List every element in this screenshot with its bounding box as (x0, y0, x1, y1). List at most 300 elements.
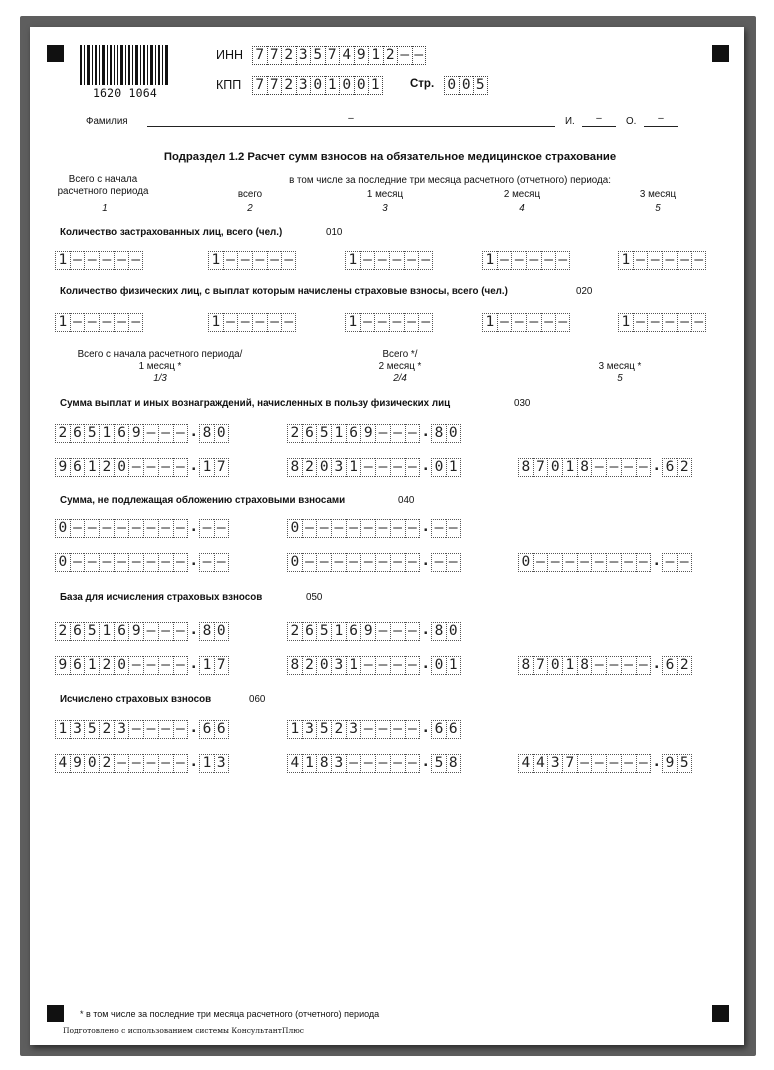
row060-month-col-2-int-cell: 4 (287, 754, 302, 773)
row040-month-col-2-int-cell: – (302, 553, 317, 572)
row020-digit-cell: 1 (482, 313, 497, 332)
row060-period-col-2-decimal (431, 720, 460, 739)
row030-period-col-2-int-cell: – (375, 424, 390, 443)
row020-digit-cell: 1 (618, 313, 633, 332)
page-cell: 5 (473, 76, 488, 95)
row060-period-col-1-int-cell: 3 (70, 720, 85, 739)
inn-cell: 2 (383, 46, 398, 65)
initial-o-value: – (658, 113, 664, 124)
row060-month-col-1-decimal-point: . (187, 754, 199, 773)
row060-month-col-3-int-cell: – (577, 754, 592, 773)
row050-month-col-1-int-cell: 0 (114, 656, 129, 675)
row060-month-col-1-int-cell: 2 (99, 754, 114, 773)
row050-period-col-1-int-cell: 5 (84, 622, 99, 641)
row060-period-col-1-int-cell: 1 (55, 720, 70, 739)
row030-month-col-1-dec-cell: 1 (199, 458, 214, 477)
initial-i-line (582, 113, 616, 127)
inn-cell: 2 (281, 46, 296, 65)
row060-month-col-3-dec-cell: 9 (662, 754, 677, 773)
row-030-code: 030 (514, 398, 531, 409)
row010-digit-cell: – (541, 251, 556, 270)
inn-cell: 7 (267, 46, 282, 65)
row050-period-col-1-int-cell: – (173, 622, 188, 641)
row020-digit-cell: – (555, 313, 570, 332)
col2-month2-header: 2 месяц * (378, 361, 422, 372)
row060-month-col-2-int-cell: 3 (331, 754, 346, 773)
row030-month-col-2-dec-cell: 0 (431, 458, 446, 477)
row040-period-col-2-int-cell: – (346, 519, 361, 538)
row060-month-col-3-int-cell: – (621, 754, 636, 773)
row010-digit-cell: – (511, 251, 526, 270)
row060-month-col-1-dec-cell: 3 (214, 754, 229, 773)
row030-period-col-2-int-cell: 5 (316, 424, 331, 443)
row010-digit-cell: – (128, 251, 143, 270)
row050-month-col-2-int-cell: – (405, 656, 420, 675)
row030-month-col-1-int-cell: 0 (114, 458, 129, 477)
row060-month-col-1-int-cell: – (158, 754, 173, 773)
row030-period-col-1-int-cell: – (143, 424, 158, 443)
inn-field (252, 46, 426, 65)
row040-period-col-2[interactable] (287, 519, 461, 538)
row030-month-col-3-dec-cell: 2 (677, 458, 692, 477)
row-060-code: 060 (249, 694, 266, 705)
row040-month-col-1-int-cell: 0 (55, 553, 70, 572)
row-020-label: Количество физических лиц, с выплат которым начислены страховые взносы, всего (чел.) (60, 286, 508, 297)
row030-period-col-2-decimal (431, 424, 460, 443)
row010-digit-cell: – (555, 251, 570, 270)
row020-digit-cell: – (252, 313, 267, 332)
row020-digit-cell: – (497, 313, 512, 332)
row030-month-col-3-int-cell: – (621, 458, 636, 477)
row040-period-col-1-int-cell: – (70, 519, 85, 538)
col-total-header: всего (237, 189, 263, 200)
row030-month-col-2-int-cell: – (360, 458, 375, 477)
col2-number-24: 2/4 (393, 373, 407, 384)
row040-period-col-2-int-cell: – (360, 519, 375, 538)
row010-value-col-1[interactable] (55, 251, 143, 270)
initial-i-value: – (596, 113, 602, 124)
row060-month-col-3[interactable] (518, 754, 692, 773)
row030-period-col-2-int-cell: 9 (360, 424, 375, 443)
row010-digit-cell: – (662, 251, 677, 270)
row060-month-col-2-int-cell: – (390, 754, 405, 773)
kpp-cell: 1 (368, 76, 383, 95)
row010-value-col-2[interactable] (208, 251, 296, 270)
row020-value-col-3[interactable] (345, 313, 433, 332)
row030-month-col-3-int-cell: 8 (518, 458, 533, 477)
row040-month-col-1-int-cell: – (173, 553, 188, 572)
row060-month-col-3-dec-cell: 5 (677, 754, 692, 773)
initial-o-line (644, 113, 678, 127)
row030-month-col-3[interactable] (518, 458, 692, 477)
row020-digit-cell: – (677, 313, 692, 332)
row060-period-col-2-int-cell: – (375, 720, 390, 739)
row050-period-col-1-int-cell: 6 (70, 622, 85, 641)
row030-period-col-2-int-cell: 2 (287, 424, 302, 443)
kpp-cell: 7 (252, 76, 267, 95)
row060-month-col-1-int-cell: 0 (84, 754, 99, 773)
row060-month-col-3-decimal (662, 754, 691, 773)
row030-month-col-2-int-cell: – (390, 458, 405, 477)
row060-month-col-1-int-cell: 9 (70, 754, 85, 773)
row060-period-col-2-dec-cell: 6 (431, 720, 446, 739)
row020-digit-cell: – (84, 313, 99, 332)
row030-month-col-1-int-cell: 6 (70, 458, 85, 477)
row030-period-col-2-int-cell: – (390, 424, 405, 443)
inn-cell: 1 (368, 46, 383, 65)
row040-month-col-1-int-cell: – (158, 553, 173, 572)
row030-period-col-2-dec-cell: 8 (431, 424, 446, 443)
row050-month-col-3-int-cell: 0 (547, 656, 562, 675)
row060-month-col-3-decimal-point: . (650, 754, 662, 773)
kpp-cell: 7 (267, 76, 282, 95)
col2-number-13: 1/3 (153, 373, 167, 384)
col-month3-header: 3 месяц (639, 189, 677, 200)
row030-month-col-3-decimal-point: . (650, 458, 662, 477)
row030-month-col-1[interactable] (55, 458, 229, 477)
row030-month-col-1-int-cell: 1 (84, 458, 99, 477)
row030-period-col-2-dec-cell: 0 (446, 424, 461, 443)
row020-digit-cell: – (99, 313, 114, 332)
row040-period-col-1-int-cell: – (143, 519, 158, 538)
page-cell: 0 (459, 76, 474, 95)
row030-month-col-1-dec-cell: 7 (214, 458, 229, 477)
inn-cell: 3 (296, 46, 311, 65)
row-010-code: 010 (326, 227, 343, 238)
row030-month-col-2-int-cell: 8 (287, 458, 302, 477)
col2-month1-header: 1 месяц * (138, 361, 182, 372)
row060-period-col-2[interactable] (287, 720, 461, 739)
row050-period-col-1-decimal-point: . (187, 622, 199, 641)
row040-period-col-1-decimal-point: . (187, 519, 199, 538)
row040-period-col-2-int-cell: – (302, 519, 317, 538)
row020-digit-cell: – (691, 313, 706, 332)
row040-month-col-1[interactable] (55, 553, 229, 572)
row050-month-col-2-decimal-point: . (419, 656, 431, 675)
row050-month-col-2-decimal (431, 656, 460, 675)
col-number-2: 2 (247, 203, 253, 214)
row020-digit-cell: – (374, 313, 389, 332)
row-040-code: 040 (398, 495, 415, 506)
kpp-cell: 3 (296, 76, 311, 95)
row040-month-col-3-int-cell: – (562, 553, 577, 572)
barcode-number: 1620 1064 (92, 86, 158, 100)
row060-period-col-2-int-cell: – (390, 720, 405, 739)
row040-month-col-2-decimal (431, 553, 460, 572)
row020-digit-cell: 1 (55, 313, 70, 332)
row050-period-col-2-int-cell: 5 (316, 622, 331, 641)
row060-period-col-1-decimal (199, 720, 228, 739)
inn-label: ИНН (216, 48, 244, 62)
row030-month-col-2-int-cell: 1 (346, 458, 361, 477)
row040-month-col-3-int-cell: – (577, 553, 592, 572)
row020-digit-cell: – (223, 313, 238, 332)
row060-period-col-1-int-cell: – (128, 720, 143, 739)
row060-period-col-2-int-cell: – (405, 720, 420, 739)
row010-digit-cell: – (360, 251, 375, 270)
row060-month-col-2-int-cell: – (375, 754, 390, 773)
row030-month-col-1-int-cell: – (158, 458, 173, 477)
row030-month-col-3-int-cell: – (636, 458, 651, 477)
row050-month-col-1[interactable] (55, 656, 229, 675)
row030-month-col-2-int-cell: 2 (302, 458, 317, 477)
kpp-cell: 2 (281, 76, 296, 95)
col2-total-period-header: Всего с начала расчетного периода/ (77, 349, 243, 360)
row060-period-col-2-int-cell: 3 (302, 720, 317, 739)
inn-cell: 7 (325, 46, 340, 65)
row050-month-col-2[interactable] (287, 656, 461, 675)
row010-digit-cell: – (267, 251, 282, 270)
row030-month-col-1-int-cell: – (143, 458, 158, 477)
surname-value: – (348, 113, 354, 124)
row060-month-col-2[interactable] (287, 754, 461, 773)
row060-month-col-2-dec-cell: 5 (431, 754, 446, 773)
row040-period-col-2-int-cell: 0 (287, 519, 302, 538)
row040-month-col-1-dec-cell: – (214, 553, 229, 572)
row050-month-col-3-int-cell: 8 (518, 656, 533, 675)
row040-period-col-1-int-cell: – (99, 519, 114, 538)
row060-month-col-2-dec-cell: 8 (446, 754, 461, 773)
row020-digit-cell: – (511, 313, 526, 332)
row050-month-col-3-int-cell: 1 (562, 656, 577, 675)
row040-month-col-2[interactable] (287, 553, 461, 572)
col2-number-5: 5 (617, 373, 623, 384)
inn-cell: 4 (339, 46, 354, 65)
row050-period-col-2-decimal (431, 622, 460, 641)
row060-month-col-2-int-cell: – (346, 754, 361, 773)
row050-month-col-2-int-cell: 0 (316, 656, 331, 675)
row040-month-col-3-int-cell: 0 (518, 553, 533, 572)
row030-month-col-1-int-cell: 9 (55, 458, 70, 477)
row010-digit-cell: – (374, 251, 389, 270)
row060-month-col-2-int-cell: 1 (302, 754, 317, 773)
row050-month-col-2-int-cell: 2 (302, 656, 317, 675)
row040-month-col-3-int-cell: – (621, 553, 636, 572)
row010-value-col-5[interactable] (618, 251, 706, 270)
row-020-code: 020 (576, 286, 593, 297)
row020-digit-cell: – (404, 313, 419, 332)
row030-month-col-1-int-cell: – (173, 458, 188, 477)
row060-period-col-2-int-cell: – (360, 720, 375, 739)
row060-period-col-1[interactable] (55, 720, 229, 739)
row030-month-col-1-decimal (199, 458, 228, 477)
row060-month-col-1-decimal (199, 754, 228, 773)
row030-period-col-2-decimal-point: . (419, 424, 431, 443)
row040-period-col-1-int-cell: – (173, 519, 188, 538)
row040-period-col-2-dec-cell: – (446, 519, 461, 538)
row030-month-col-3-int-cell: 7 (533, 458, 548, 477)
corner-marker-bottom-right (712, 1005, 729, 1022)
row030-period-col-2-int-cell: 6 (346, 424, 361, 443)
row040-month-col-2-int-cell: – (331, 553, 346, 572)
col2-month3-header: 3 месяц * (598, 361, 642, 372)
row020-digit-cell: 1 (345, 313, 360, 332)
row030-period-col-1-int-cell: 9 (128, 424, 143, 443)
col-month2-header: 2 месяц (503, 189, 541, 200)
row020-digit-cell: – (647, 313, 662, 332)
row030-period-col-2-int-cell: 6 (302, 424, 317, 443)
row040-month-col-2-int-cell: – (375, 553, 390, 572)
row040-period-col-2-decimal-point: . (419, 519, 431, 538)
row030-period-col-1-int-cell: 5 (84, 424, 99, 443)
row060-month-col-1[interactable] (55, 754, 229, 773)
row020-digit-cell: – (360, 313, 375, 332)
row020-value-col-4[interactable] (482, 313, 570, 332)
row020-value-col-5[interactable] (618, 313, 706, 332)
row-030-label: Сумма выплат и иных вознаграждений, начисленных в пользу физических лиц (60, 398, 451, 409)
kpp-cell: 0 (354, 76, 369, 95)
row-060-label: Исчислено страховых взносов (60, 694, 212, 705)
row020-digit-cell: – (237, 313, 252, 332)
row040-month-col-2-dec-cell: – (431, 553, 446, 572)
row040-month-col-3-int-cell: – (547, 553, 562, 572)
kpp-cell: 1 (325, 76, 340, 95)
row050-month-col-2-dec-cell: 1 (446, 656, 461, 675)
row040-month-col-3-int-cell: – (606, 553, 621, 572)
row010-digit-cell: 1 (55, 251, 70, 270)
row020-digit-cell: – (418, 313, 433, 332)
row010-digit-cell: – (237, 251, 252, 270)
row060-period-col-1-int-cell: 2 (99, 720, 114, 739)
row060-month-col-3-int-cell: 4 (518, 754, 533, 773)
row010-digit-cell: 1 (482, 251, 497, 270)
row040-month-col-1-int-cell: – (99, 553, 114, 572)
row030-month-col-3-dec-cell: 6 (662, 458, 677, 477)
row010-digit-cell: – (252, 251, 267, 270)
col-total-period-header: Всего с начала расчетного периода (57, 174, 149, 197)
row050-month-col-1-dec-cell: 1 (199, 656, 214, 675)
inn-cell: – (397, 46, 412, 65)
row040-period-col-1-dec-cell: – (214, 519, 229, 538)
row010-digit-cell: – (633, 251, 648, 270)
row060-month-col-1-int-cell: – (173, 754, 188, 773)
row040-month-col-2-int-cell: – (346, 553, 361, 572)
col2-total-header: Всего */ (382, 349, 418, 360)
row060-month-col-3-int-cell: 7 (562, 754, 577, 773)
row020-digit-cell: – (389, 313, 404, 332)
row050-month-col-3[interactable] (518, 656, 692, 675)
row040-month-col-3-int-cell: – (533, 553, 548, 572)
row040-month-col-1-dec-cell: – (199, 553, 214, 572)
initial-o-label: О. (626, 116, 637, 127)
row020-digit-cell: – (662, 313, 677, 332)
page-label: Стр. (410, 78, 435, 90)
row050-month-col-3-dec-cell: 6 (662, 656, 677, 675)
row010-digit-cell: – (281, 251, 296, 270)
col-subtitle-header: в том числе за последние три месяца расчетного (отчетного) периода: (289, 175, 611, 186)
row030-month-col-2[interactable] (287, 458, 461, 477)
row040-month-col-1-int-cell: – (70, 553, 85, 572)
row040-period-col-2-int-cell: – (390, 519, 405, 538)
row040-month-col-1-decimal-point: . (187, 553, 199, 572)
row050-month-col-3-int-cell: – (606, 656, 621, 675)
row030-period-col-1-decimal-point: . (187, 424, 199, 443)
row010-digit-cell: – (389, 251, 404, 270)
row050-period-col-2-int-cell: – (390, 622, 405, 641)
row050-month-col-2-dec-cell: 0 (431, 656, 446, 675)
row030-month-col-3-decimal (662, 458, 691, 477)
col-number-1: 1 (102, 203, 108, 214)
kpp-cell: 0 (310, 76, 325, 95)
row030-month-col-3-int-cell: – (591, 458, 606, 477)
surname-line (147, 113, 555, 127)
row040-month-col-3-int-cell: – (591, 553, 606, 572)
row010-digit-cell: – (497, 251, 512, 270)
row030-period-col-2-int-cell: 1 (331, 424, 346, 443)
row060-month-col-2-decimal (431, 754, 460, 773)
row010-digit-cell: – (526, 251, 541, 270)
row030-period-col-1[interactable] (55, 424, 229, 443)
row060-month-col-2-int-cell: – (360, 754, 375, 773)
row-050-label: База для исчисления страховых взносов (60, 592, 263, 603)
row030-month-col-2-int-cell: 3 (331, 458, 346, 477)
row060-month-col-3-int-cell: – (606, 754, 621, 773)
row010-digit-cell: – (114, 251, 129, 270)
row030-period-col-2[interactable] (287, 424, 461, 443)
row010-digit-cell: – (84, 251, 99, 270)
row040-period-col-1-dec-cell: – (199, 519, 214, 538)
row010-digit-cell: 1 (345, 251, 360, 270)
row050-month-col-1-decimal-point: . (187, 656, 199, 675)
row050-month-col-2-int-cell: – (360, 656, 375, 675)
row020-value-col-2[interactable] (208, 313, 296, 332)
page-number-field (444, 76, 488, 95)
row050-period-col-2-int-cell: – (375, 622, 390, 641)
row040-month-col-3-decimal-point: . (650, 553, 662, 572)
row060-month-col-1-int-cell: – (143, 754, 158, 773)
row040-month-col-3-int-cell: – (636, 553, 651, 572)
row050-period-col-2-int-cell: 2 (287, 622, 302, 641)
row030-period-col-1-dec-cell: 8 (199, 424, 214, 443)
row050-period-col-1-dec-cell: 8 (199, 622, 214, 641)
row010-digit-cell: 1 (618, 251, 633, 270)
row050-period-col-1[interactable] (55, 622, 229, 641)
row050-period-col-2-decimal-point: . (419, 622, 431, 641)
barcode-icon (80, 45, 170, 85)
row050-period-col-2-int-cell: 9 (360, 622, 375, 641)
row040-month-col-2-int-cell: – (360, 553, 375, 572)
row040-month-col-1-int-cell: – (143, 553, 158, 572)
row030-period-col-1-int-cell: – (173, 424, 188, 443)
row020-digit-cell: – (267, 313, 282, 332)
row050-period-col-2[interactable] (287, 622, 461, 641)
corner-marker-top-right (712, 45, 729, 62)
row060-period-col-2-int-cell: 5 (316, 720, 331, 739)
row050-period-col-2-int-cell: 1 (331, 622, 346, 641)
row010-value-col-3[interactable] (345, 251, 433, 270)
row060-period-col-1-int-cell: 5 (84, 720, 99, 739)
row050-month-col-3-dec-cell: 2 (677, 656, 692, 675)
row040-month-col-2-int-cell: 0 (287, 553, 302, 572)
row010-value-col-4[interactable] (482, 251, 570, 270)
row050-month-col-1-int-cell: – (143, 656, 158, 675)
row040-month-col-2-int-cell: – (405, 553, 420, 572)
row050-month-col-1-int-cell: 1 (84, 656, 99, 675)
row040-month-col-1-int-cell: – (84, 553, 99, 572)
row020-digit-cell: – (633, 313, 648, 332)
row040-month-col-3-dec-cell: – (677, 553, 692, 572)
row060-period-col-1-int-cell: – (158, 720, 173, 739)
row050-period-col-2-int-cell: 6 (346, 622, 361, 641)
row030-period-col-1-decimal (199, 424, 228, 443)
row020-value-col-1[interactable] (55, 313, 143, 332)
row040-period-col-1[interactable] (55, 519, 229, 538)
row020-digit-cell: – (526, 313, 541, 332)
row030-month-col-3-int-cell: 0 (547, 458, 562, 477)
row040-month-col-3[interactable] (518, 553, 692, 572)
row050-month-col-3-int-cell: – (591, 656, 606, 675)
kpp-label: КПП (216, 78, 242, 92)
